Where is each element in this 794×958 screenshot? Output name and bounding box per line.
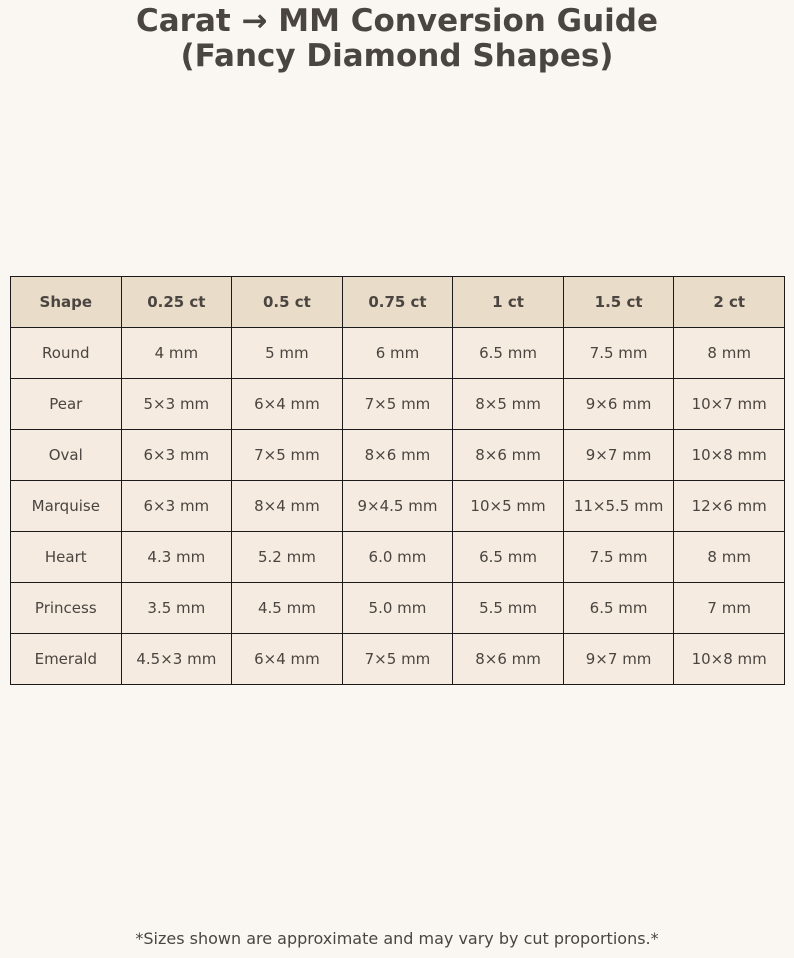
chart-title-line-1: Carat → MM Conversion Guide [136, 3, 658, 39]
size-cell: 7×5 mm [342, 379, 453, 430]
size-cell: 9×7 mm [563, 430, 674, 481]
size-cell: 5.5 mm [453, 583, 564, 634]
size-cell: 8×6 mm [453, 430, 564, 481]
size-cell: 10×8 mm [674, 430, 785, 481]
size-cell: 8×6 mm [342, 430, 453, 481]
column-header-carat: 0.5 ct [232, 277, 343, 328]
size-cell: 4.5 mm [232, 583, 343, 634]
size-cell: 9×7 mm [563, 634, 674, 685]
size-cell: 7.5 mm [563, 532, 674, 583]
size-cell: 5 mm [232, 328, 343, 379]
size-cell: 10×7 mm [674, 379, 785, 430]
conversion-table [10, 276, 785, 685]
size-cell: 10×5 mm [453, 481, 564, 532]
size-cell: 5.2 mm [232, 532, 343, 583]
table-row [11, 634, 785, 685]
shape-cell: Marquise [11, 481, 122, 532]
size-cell: 6×4 mm [232, 379, 343, 430]
shape-cell: Princess [11, 583, 122, 634]
size-cell: 12×6 mm [674, 481, 785, 532]
table-body [11, 328, 785, 685]
size-cell: 6.5 mm [453, 328, 564, 379]
shape-cell: Oval [11, 430, 122, 481]
table-row [11, 328, 785, 379]
shape-cell: Pear [11, 379, 122, 430]
table-row [11, 481, 785, 532]
size-cell: 4 mm [121, 328, 232, 379]
column-header-carat: 0.75 ct [342, 277, 453, 328]
size-cell: 8×4 mm [232, 481, 343, 532]
size-cell: 7×5 mm [232, 430, 343, 481]
column-header-carat: 2 ct [674, 277, 785, 328]
size-cell: 7 mm [674, 583, 785, 634]
size-cell: 6×3 mm [121, 481, 232, 532]
chart-title [0, 4, 794, 74]
header-row [11, 277, 785, 328]
column-header-carat: 0.25 ct [121, 277, 232, 328]
shape-cell: Emerald [11, 634, 122, 685]
size-cell: 8×5 mm [453, 379, 564, 430]
size-cell: 6.0 mm [342, 532, 453, 583]
chart-title-line-2: (Fancy Diamond Shapes) [180, 38, 614, 74]
column-header-shape: Shape [11, 277, 122, 328]
size-cell: 6.5 mm [563, 583, 674, 634]
size-cell: 8 mm [674, 532, 785, 583]
size-cell: 10×8 mm [674, 634, 785, 685]
size-cell: 7×5 mm [342, 634, 453, 685]
size-cell: 3.5 mm [121, 583, 232, 634]
size-cell: 6×4 mm [232, 634, 343, 685]
table-row [11, 430, 785, 481]
size-cell: 8×6 mm [453, 634, 564, 685]
size-cell: 8 mm [674, 328, 785, 379]
size-cell: 4.3 mm [121, 532, 232, 583]
size-cell: 4.5×3 mm [121, 634, 232, 685]
size-cell: 9×4.5 mm [342, 481, 453, 532]
footnote: *Sizes shown are approximate and may vary by cut proportions.* [135, 929, 659, 948]
column-header-carat: 1 ct [453, 277, 564, 328]
size-cell: 6.5 mm [453, 532, 564, 583]
size-cell: 7.5 mm [563, 328, 674, 379]
size-cell: 5×3 mm [121, 379, 232, 430]
size-cell: 9×6 mm [563, 379, 674, 430]
column-header-carat: 1.5 ct [563, 277, 674, 328]
shape-cell: Heart [11, 532, 122, 583]
size-cell: 6 mm [342, 328, 453, 379]
table-row [11, 532, 785, 583]
size-cell: 6×3 mm [121, 430, 232, 481]
table-row [11, 583, 785, 634]
shape-cell: Round [11, 328, 122, 379]
table-header [11, 277, 785, 328]
size-cell: 5.0 mm [342, 583, 453, 634]
table-row [11, 379, 785, 430]
size-cell: 11×5.5 mm [563, 481, 674, 532]
